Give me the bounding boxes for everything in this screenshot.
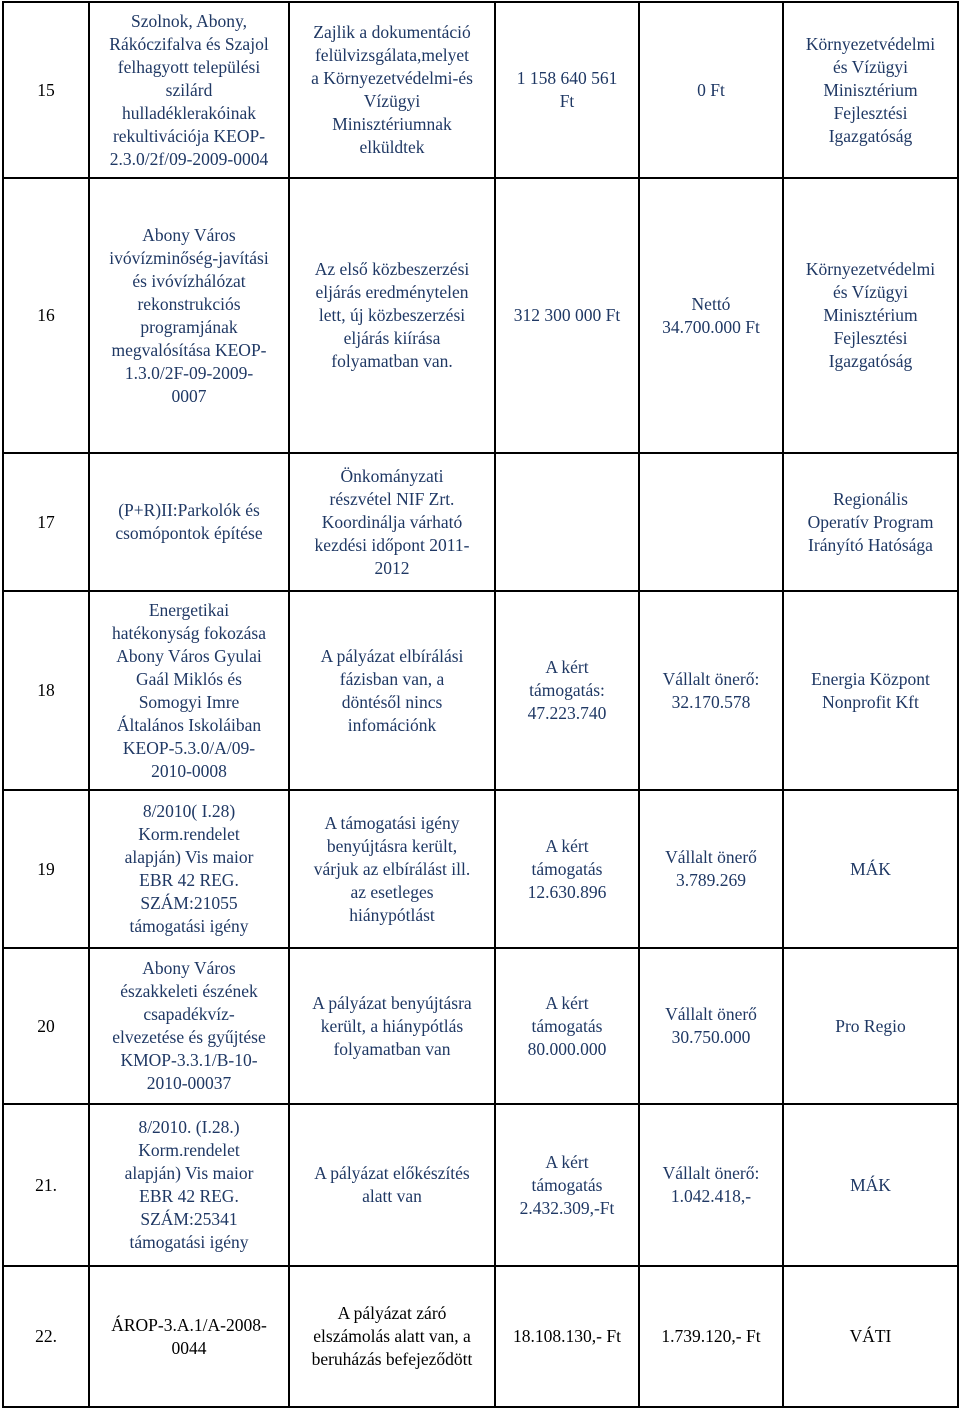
project-status: A pályázat záró elszámolás alatt van, a beruházás befejeződött <box>289 1266 495 1407</box>
table-row-17 <box>3 453 958 591</box>
own-contribution: Vállalt önerő: 1.042.418,- <box>639 1104 783 1266</box>
project-name: Szolnok, Abony, Rákóczifalva és Szajol felhagyott települési szilárd hulladéklerakóinak rekultivációja KEOP- 2.3.0/2f/09-2009-0004 <box>89 2 289 178</box>
own-contribution: 1.739.120,- Ft <box>639 1266 783 1407</box>
project-name: Abony Város északkeleti észének csapadékvíz- elvezetése és gyűjtése KMOP-3.3.1/B-10- 2010-00037 <box>89 948 289 1104</box>
row-number: 16 <box>3 178 89 453</box>
own-contribution: Vállalt önerő: 32.170.578 <box>639 591 783 790</box>
project-name: 8/2010. (I.28.) Korm.rendelet alapján) Vis maior EBR 42 REG. SZÁM:25341 támogatási igény <box>89 1104 289 1266</box>
project-name: 8/2010( I.28) Korm.rendelet alapján) Vis maior EBR 42 REG. SZÁM:21055 támogatási igény <box>89 790 289 948</box>
row-number: 17 <box>3 453 89 591</box>
own-contribution: Vállalt önerő 3.789.269 <box>639 790 783 948</box>
grant-amount: A kért támogatás 80.000.000 <box>495 948 639 1104</box>
project-status: A pályázat benyújtásra került, a hiánypótlás folyamatban van <box>289 948 495 1104</box>
table-row-21 <box>3 1104 958 1266</box>
grant-amount: A kért támogatás 2.432.309,-Ft <box>495 1104 639 1266</box>
project-status: A pályázat elbírálási fázisban van, a döntésől nincs infomációnk <box>289 591 495 790</box>
project-status: A támogatási igény benyújtásra került, várjuk az elbírálást ill. az esetleges hiánypótlást <box>289 790 495 948</box>
grant-amount: 312 300 000 Ft <box>495 178 639 453</box>
project-status: Zajlik a dokumentáció felülvizsgálata,melyet a Környezetvédelmi-és Vízügyi Minisztériumnak elküldtek <box>289 2 495 178</box>
own-contribution: Nettó 34.700.000 Ft <box>639 178 783 453</box>
managing-body: Energia Központ Nonprofit Kft <box>783 591 958 790</box>
grant-amount <box>495 453 639 591</box>
project-name: (P+R)II:Parkolók és csomópontok építése <box>89 453 289 591</box>
managing-body: MÁK <box>783 790 958 948</box>
managing-body: VÁTI <box>783 1266 958 1407</box>
managing-body: Környezetvédelmi és Vízügyi Minisztérium Fejlesztési Igazgatóság <box>783 178 958 453</box>
row-number: 15 <box>3 2 89 178</box>
project-name: Energetikai hatékonyság fokozása Abony Város Gyulai Gaál Miklós és Somogyi Imre Általános Iskoláiban KEOP-5.3.0/A/09- 2010-0008 <box>89 591 289 790</box>
projects-table <box>2 1 959 1408</box>
row-number: 21. <box>3 1104 89 1266</box>
row-number: 19 <box>3 790 89 948</box>
own-contribution: 0 Ft <box>639 2 783 178</box>
table-row-15 <box>3 2 958 178</box>
project-status: Önkományzati részvétel NIF Zrt. Koordinálja várható kezdési időpont 2011- 2012 <box>289 453 495 591</box>
managing-body: MÁK <box>783 1104 958 1266</box>
project-status: A pályázat előkészítés alatt van <box>289 1104 495 1266</box>
managing-body: Környezetvédelmi és Vízügyi Minisztérium Fejlesztési Igazgatóság <box>783 2 958 178</box>
own-contribution: Vállalt önerő 30.750.000 <box>639 948 783 1104</box>
project-name: ÁROP-3.A.1/A-2008- 0044 <box>89 1266 289 1407</box>
project-status: Az első közbeszerzési eljárás eredménytelen lett, új közbeszerzési eljárás kiírása folyamatban van. <box>289 178 495 453</box>
table-row-19 <box>3 790 958 948</box>
managing-body: Pro Regio <box>783 948 958 1104</box>
table-row-18 <box>3 591 958 790</box>
project-name: Abony Város ivóvízminőség-javítási és ivóvízhálózat rekonstrukciós programjának megvalósítása KEOP- 1.3.0/2F-09-2009- 0007 <box>89 178 289 453</box>
grant-amount: A kért támogatás: 47.223.740 <box>495 591 639 790</box>
grant-amount: A kért támogatás 12.630.896 <box>495 790 639 948</box>
own-contribution <box>639 453 783 591</box>
table-row-16 <box>3 178 958 453</box>
row-number: 22. <box>3 1266 89 1407</box>
table-row-22 <box>3 1266 958 1407</box>
table-row-20 <box>3 948 958 1104</box>
managing-body: Regionális Operatív Program Irányító Hatósága <box>783 453 958 591</box>
row-number: 20 <box>3 948 89 1104</box>
grant-amount: 18.108.130,- Ft <box>495 1266 639 1407</box>
row-number: 18 <box>3 591 89 790</box>
grant-amount: 1 158 640 561 Ft <box>495 2 639 178</box>
